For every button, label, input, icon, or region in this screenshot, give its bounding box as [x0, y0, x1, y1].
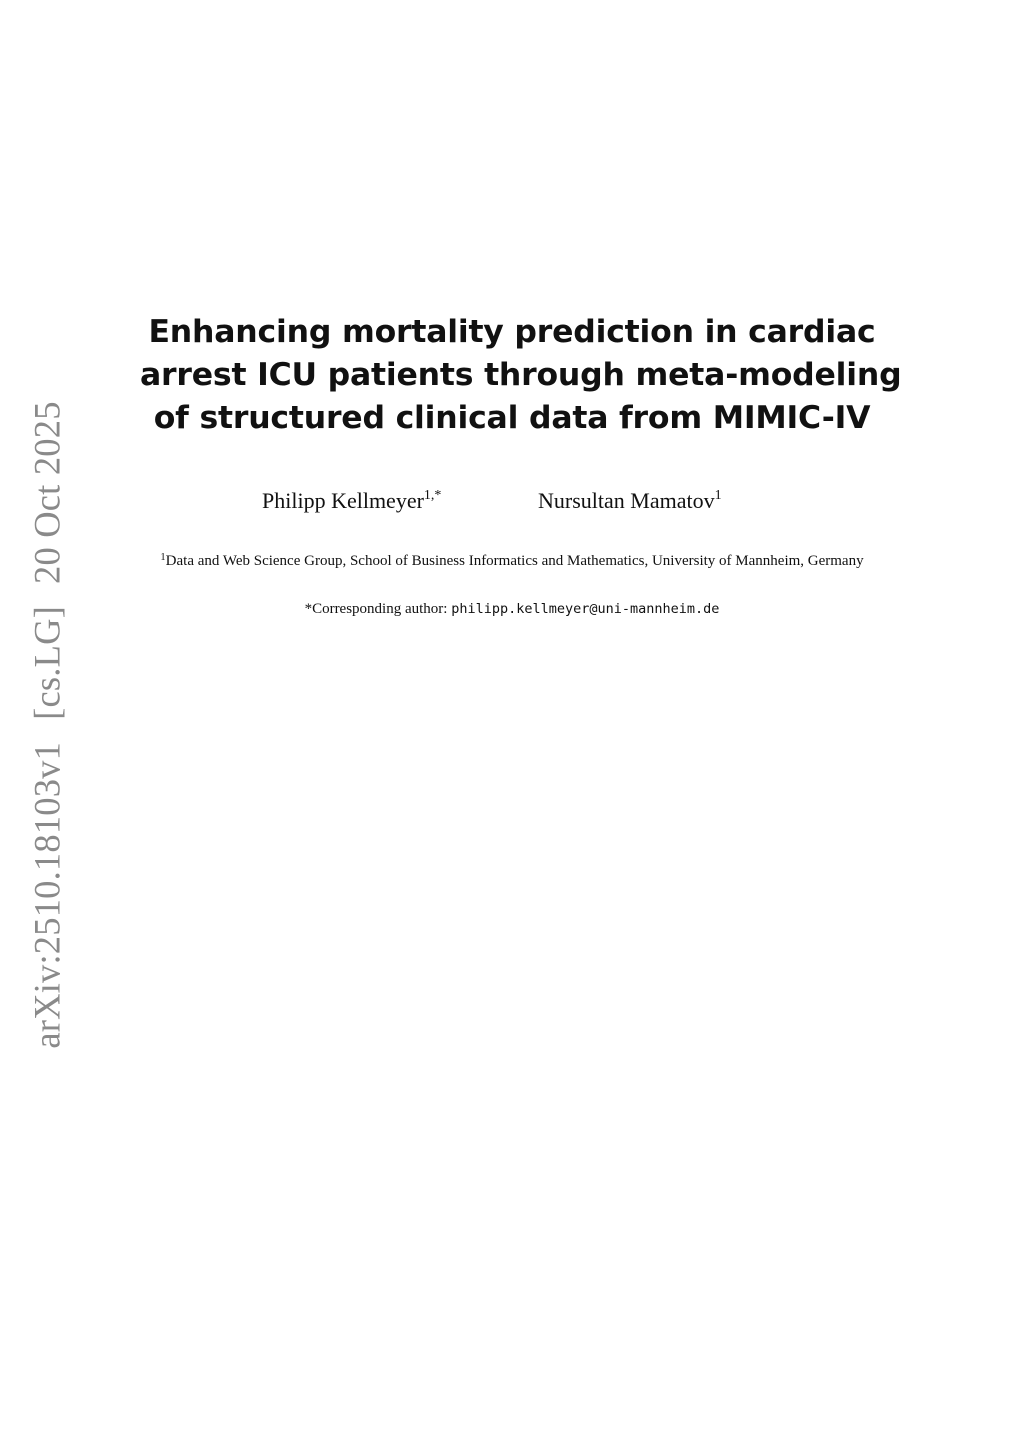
author-name: Philipp Kellmeyer	[262, 488, 424, 513]
paper-title	[140, 311, 902, 440]
author-affiliation-marks: 1,*	[423, 488, 442, 503]
arxiv-date: 20 Oct 2025	[26, 401, 68, 585]
corresponding-label: *Corresponding author:	[304, 601, 448, 617]
title-line: arrest ICU patients through meta-modeling	[140, 357, 902, 393]
affiliation-mark: 1	[160, 552, 166, 563]
author-list	[0, 488, 1024, 522]
author-name: Nursultan Mamatov	[538, 488, 715, 513]
arxiv-identifier: arXiv:2510.18103v1	[26, 741, 68, 1049]
corresponding-author	[0, 599, 1024, 620]
author-affiliation-marks: 1	[714, 488, 722, 503]
author-kellmeyer	[262, 488, 441, 514]
affiliation-text: Data and Web Science Group, School of Business Informatics and Mathematics, University of Mannheim, Germany	[165, 553, 864, 569]
title-line: Enhancing mortality prediction in cardiac	[148, 314, 876, 350]
affiliation	[150, 551, 874, 572]
arxiv-category: [cs.LG]	[26, 606, 68, 720]
corresponding-email[interactable]: philipp.kellmeyer@uni-mannheim.de	[451, 601, 720, 617]
author-mamatov	[538, 488, 722, 514]
title-line: of structured clinical data from MIMIC-IV	[153, 400, 871, 436]
